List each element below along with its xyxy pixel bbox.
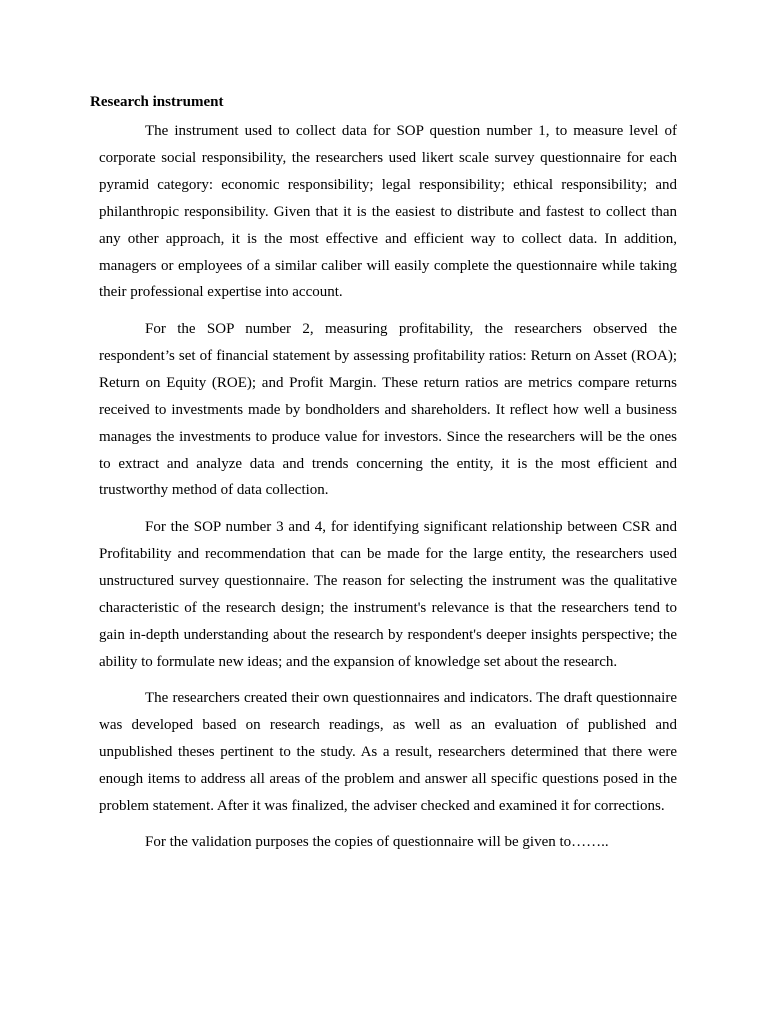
section-heading: Research instrument: [90, 94, 224, 110]
paragraph-sop-2: For the SOP number 2, measuring profitability, the researchers observed the respondent’s set of financial statement by assessing profitability ratios: Return on Asset (ROA); Return on Equity (ROE); and Profit Margin. These return ratios are metrics compare returns received to investments made by bondholders and shareholders. It reflect how well a business manages the investments to produce value for investors. Since the researchers will be the ones to extract and analyze data and trends concerning the entity, it is the most efficient and trustworthy method of data collection.: [99, 321, 677, 499]
paragraph-sop-1: The instrument used to collect data for SOP question number 1, to measure level of corporate social responsibility, the researchers used likert scale survey questionnaire for each pyramid category: economic responsibility; legal responsibility; ethical responsibility; and philanthropic responsibility. Given that it is the easiest to distribute and fastest to collect than any other approach, it is the most effective and efficient way to collect data. In addition, managers or employees of a similar caliber will easily complete the questionnaire while taking their professional expertise into account.: [99, 123, 677, 301]
paragraph-validation: For the validation purposes the copies of questionnaire will be given to……..: [145, 834, 609, 850]
paragraph-sop-3-4: For the SOP number 3 and 4, for identifying significant relationship between CSR and Profitability and recommendation that can be made for the large entity, the researchers used unstructured survey questionnaire. The reason for selecting the instrument was the qualitative characteristic of the research design; the instrument's relevance is that the researchers tend to gain in-depth understanding about the research by respondent's deeper insights perspective; the ability to formulate new ideas; and the expansion of knowledge set about the research.: [99, 519, 677, 670]
paragraph-questionnaire-development: The researchers created their own questionnaires and indicators. The draft questionnaire was developed based on research readings, as well as an evaluation of published and unpublished theses pertinent to the study. As a result, researchers determined that there were enough items to address all areas of the problem and answer all specific questions posed in the problem statement. After it was finalized, the adviser checked and examined it for corrections.: [99, 690, 677, 814]
